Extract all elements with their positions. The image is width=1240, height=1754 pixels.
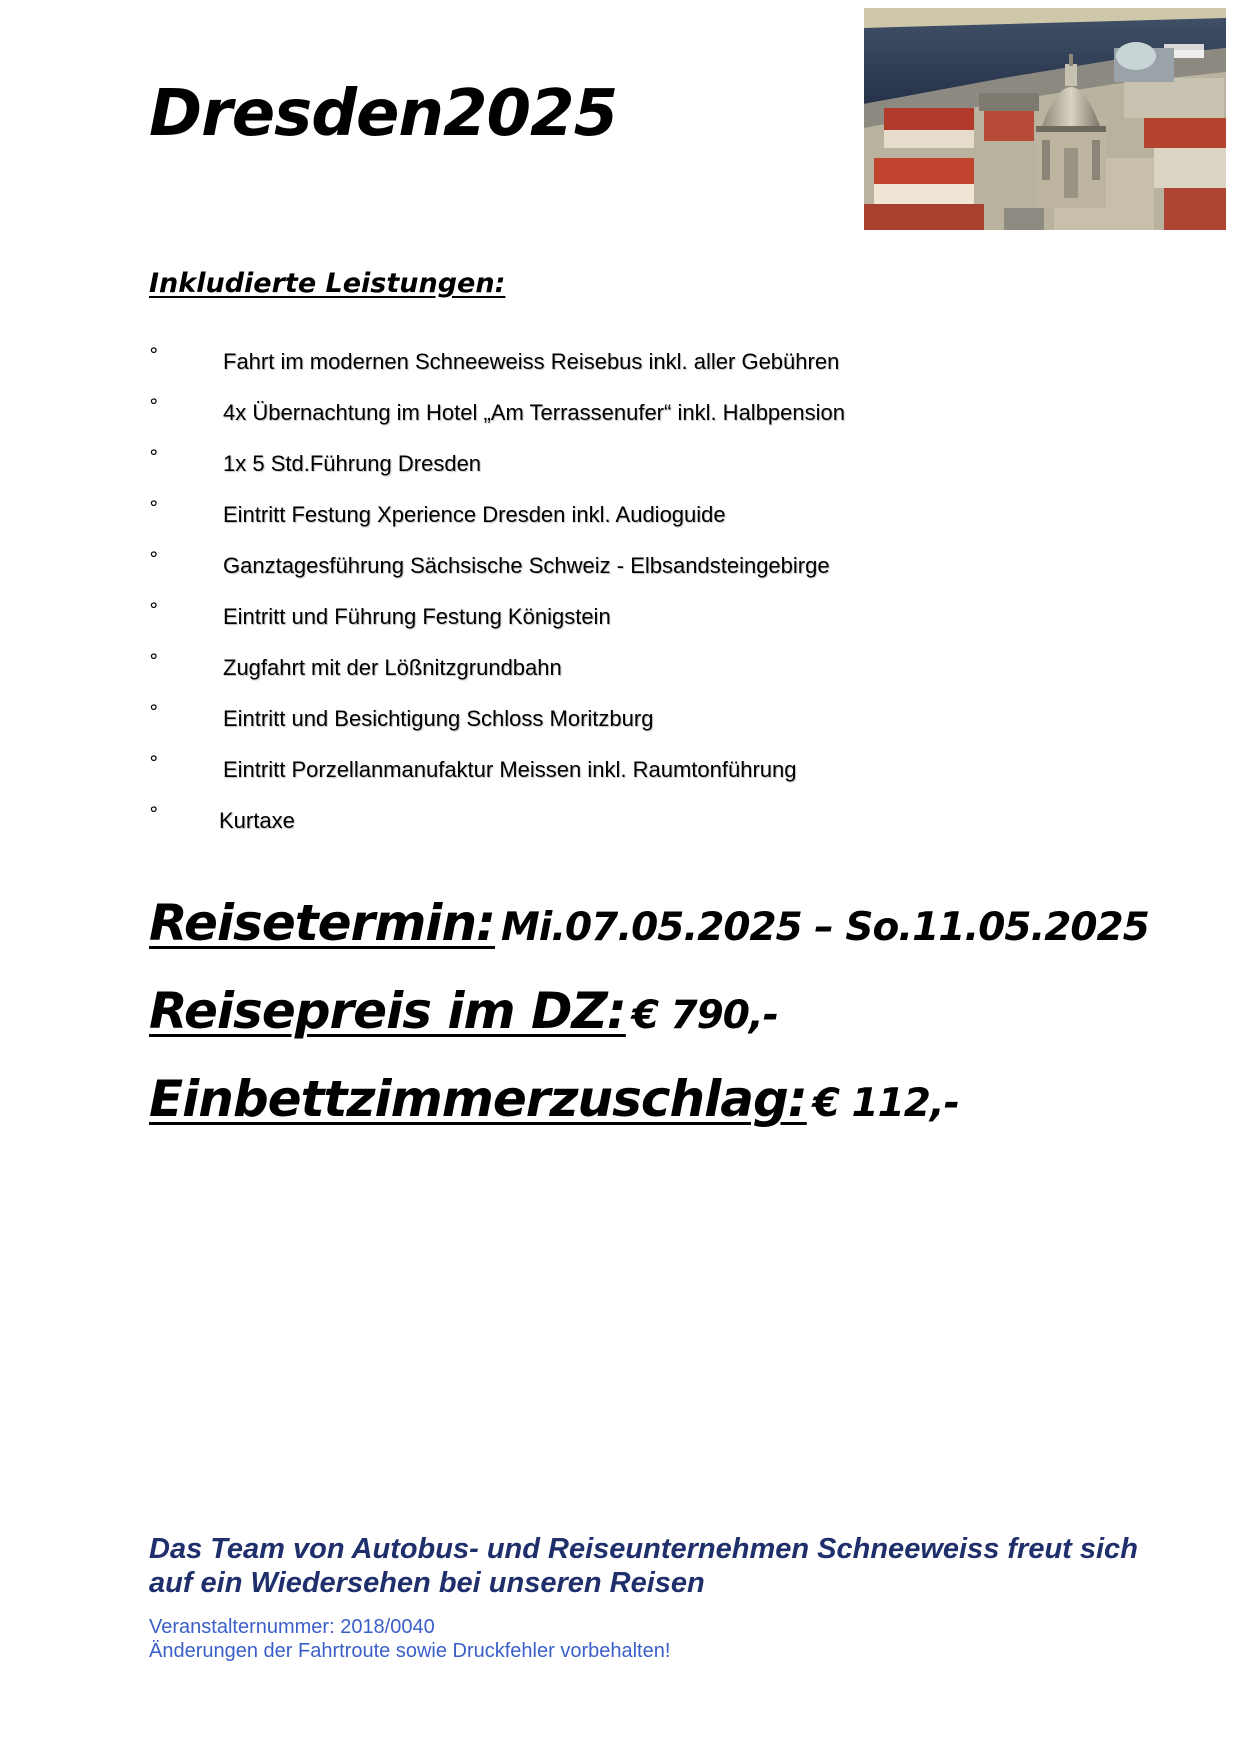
single-room-surcharge [149,1070,959,1128]
list-item-text: Kurtaxe [219,808,295,833]
list-item-text: Eintritt und Führung Festung Königstein [223,604,611,629]
list-item-text: Eintritt Festung Xperience Dresden inkl. Audioguide [223,502,726,527]
list-item-text: 1x 5 Std.Führung Dresden [223,451,482,476]
travel-price-label: Reisepreis im DZ: [149,982,626,1040]
bullet-icon: ° [149,446,159,468]
bullet-icon: ° [149,344,159,366]
travel-price [149,982,778,1040]
disclaimer: Änderungen der Fahrtroute sowie Druckfehler vorbehalten! [149,1640,671,1662]
dresden-photo-icon [864,8,1226,230]
list-item-text: Zugfahrt mit der Lößnitzgrundbahn [223,655,562,680]
travel-price-value: € 790,- [631,993,778,1038]
bullet-icon: ° [149,497,159,519]
bullet-icon: ° [149,701,159,723]
single-room-surcharge-value: € 112,- [812,1081,959,1126]
list-item-text: Eintritt und Besichtigung Schloss Moritzburg [223,706,654,731]
page-title: Dresden2025 [149,77,618,151]
list-item-text: 4x Übernachtung im Hotel „Am Terrassenufer“ inkl. Halbpension [223,400,845,425]
included-services-heading: Inkludierte Leistungen: [149,268,506,299]
travel-date [149,894,1149,952]
bullet-icon: ° [149,548,159,570]
bullet-icon: ° [149,599,159,621]
organizer-number: Veranstalternummer: 2018/0040 [149,1616,435,1638]
bullet-icon: ° [149,803,159,825]
list-item-text: Eintritt Porzellanmanufaktur Meissen inkl. Raumtonführung [223,757,797,782]
bullet-icon: ° [149,752,159,774]
bullet-icon: ° [149,650,159,672]
list-item-text: Ganztagesführung Sächsische Schweiz - Elbsandsteingebirge [223,553,830,578]
list-item-text: Fahrt im modernen Schneeweiss Reisebus inkl. aller Gebühren [223,349,840,374]
travel-date-label: Reisetermin: [149,894,496,952]
single-room-surcharge-label: Einbettzimmerzuschlag: [149,1070,807,1128]
bullet-icon: ° [149,395,159,417]
closing-message: Das Team von Autobus- und Reiseunternehmen Schneeweiss freut sich auf ein Wiedersehen bei unseren Reisen [149,1533,1138,1599]
travel-date-value: Mi.07.05.2025 – So.11.05.2025 [501,905,1149,950]
